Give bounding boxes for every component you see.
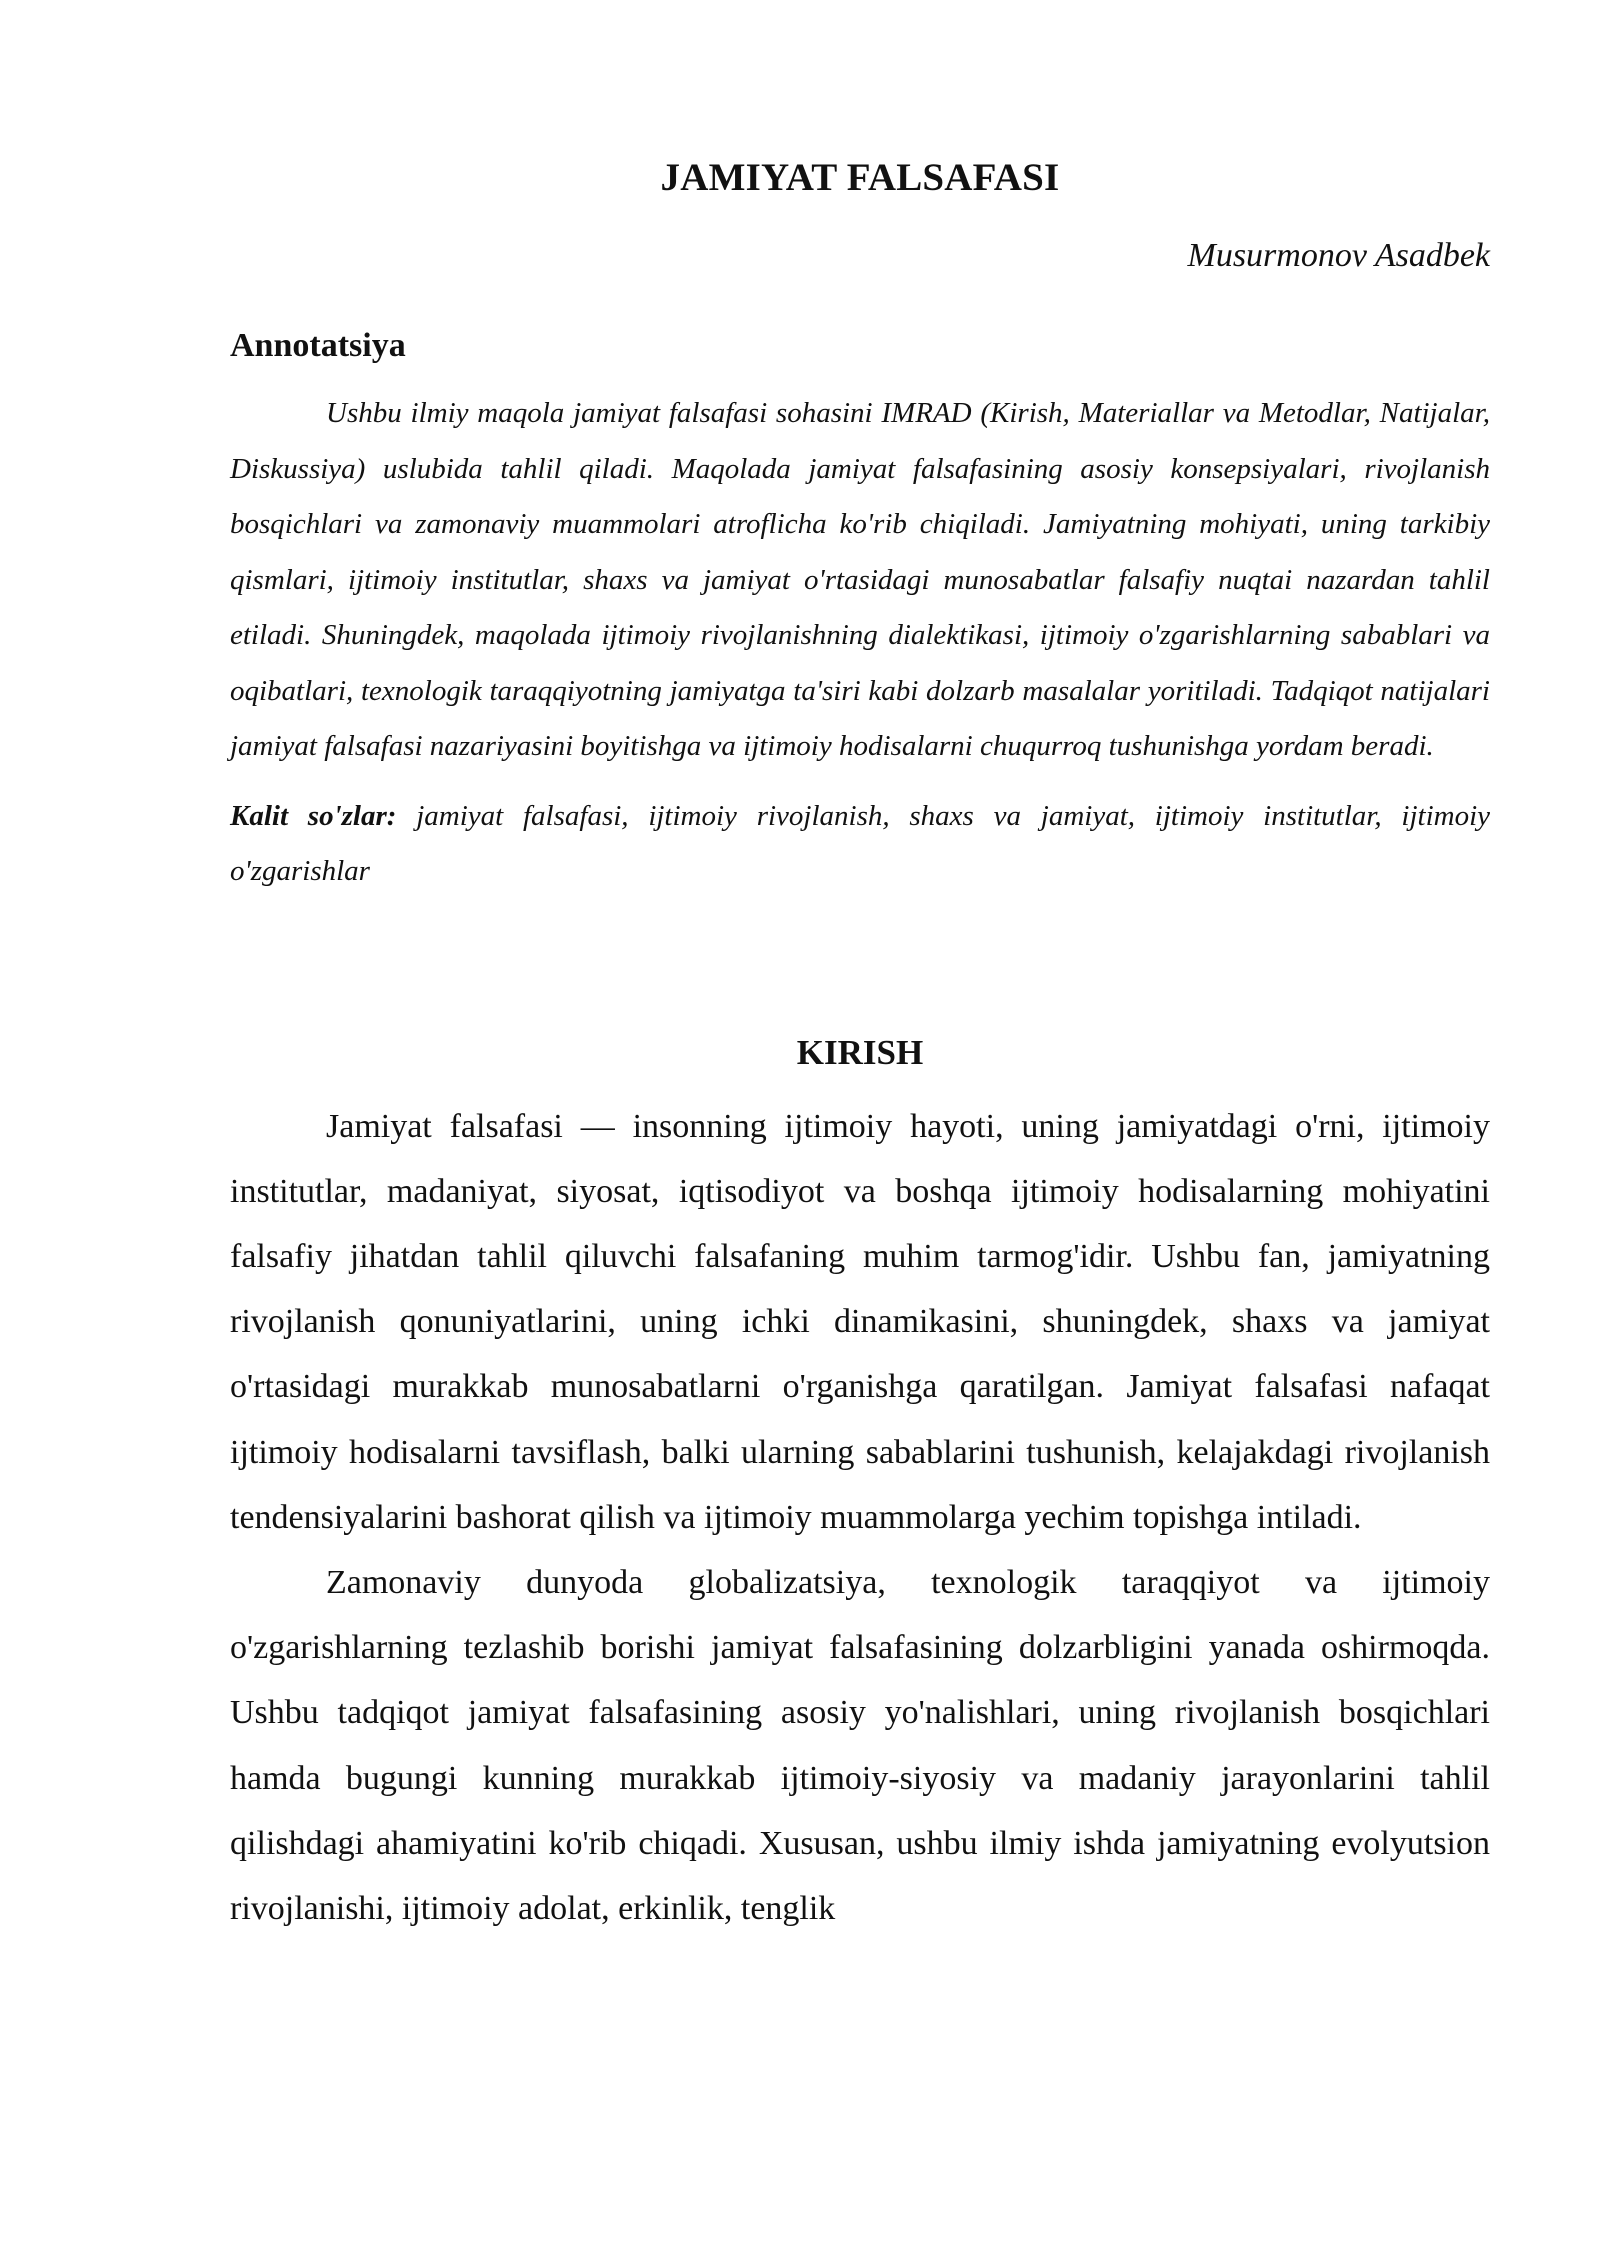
intro-paragraph-1: Jamiyat falsafasi — insonning ijtimoiy hayoti, uning jamiyatdagi o'rni, ijtimoiy institutlar, madaniyat, siyosat, iqtisodiyot va boshqa ijtimoiy hodisalarning mohiyatini falsafiy jihatdan tahlil qiluvchi falsafaning muhim tarmog'idir. Ushbu fan, jamiyatning rivojlanish qonuniyatlarini, uning ichki dinamikasini, shuningdek, shaxs va jamiyat o'rtasidagi murakkab munosabatlarni o'rganishga qaratilgan. Jamiyat falsafasi nafaqat ijtimoiy hodisalarni tavsiflash, balki ularning sabablarini tushunish, kelajakdagi rivojlanish tendensiyalarini bashorat qilish va ijtimoiy muammolarga yechim topishga intiladi. [230, 1107, 1490, 1536]
paper-title: JAMIYAT FALSAFASI [660, 156, 1060, 199]
keywords-text: jamiyat falsafasi, ijtimoiy rivojlanish, shaxs va jamiyat, ijtimoiy institutlar, ijtimoiy o'zgarishlar [230, 799, 1490, 887]
section-heading-introduction: KIRISH [796, 1032, 924, 1072]
author-name: Musurmonov Asadbek [1187, 237, 1490, 274]
abstract-heading: Annotatsiya [230, 327, 406, 364]
keywords-label: Kalit so'zlar: [230, 799, 397, 832]
abstract-text: Ushbu ilmiy maqola jamiyat falsafasi sohasini IMRAD (Kirish, Materiallar va Metodlar, Natijalar, Diskussiya) uslubida tahlil qiladi. Maqolada jamiyat falsafasining asosiy konsepsiyalari, rivojlanish bosqichlari va zamonaviy muammolari atroflicha ko'rib chiqiladi. Jamiyatning mohiyati, uning tarkibiy qismlari, ijtimoiy institutlar, shaxs va jamiyat o'rtasidagi munosabatlar falsafiy nuqtai nazardan tahlil etiladi. Shuningdek, maqolada ijtimoiy rivojlanishning dialektikasi, ijtimoiy o'zgarishlarning sabablari va oqibatlari, texnologik taraqqiyotning jamiyatga ta'siri kabi dolzarb masalalar yoritiladi. Tadqiqot natijalari jamiyat falsafasi nazariyasini boyitishga va ijtimoiy hodisalarni chuqurroq tushunishga yordam beradi. [230, 397, 1490, 762]
keywords [230, 789, 1490, 900]
page-content [230, 150, 1490, 1941]
intro-paragraph-2: Zamonaviy dunyoda globalizatsiya, texnologik taraqqiyot va ijtimoiy o'zgarishlarning tezlashib borishi jamiyat falsafasining dolzarbligini yanada oshirmoqda. Ushbu tadqiqot jamiyat falsafasining asosiy yo'nalishlari, uning rivojlanish bosqichlari hamda bugungi kunning murakkab ijtimoiy-siyosiy va madaniy jarayonlarini tahlil qilishdagi ahamiyatini ko'rib chiqadi. Xususan, ushbu ilmiy ishda jamiyatning evolyutsion rivojlanishi, ijtimoiy adolat, erkinlik, tenglik [230, 1563, 1490, 1927]
